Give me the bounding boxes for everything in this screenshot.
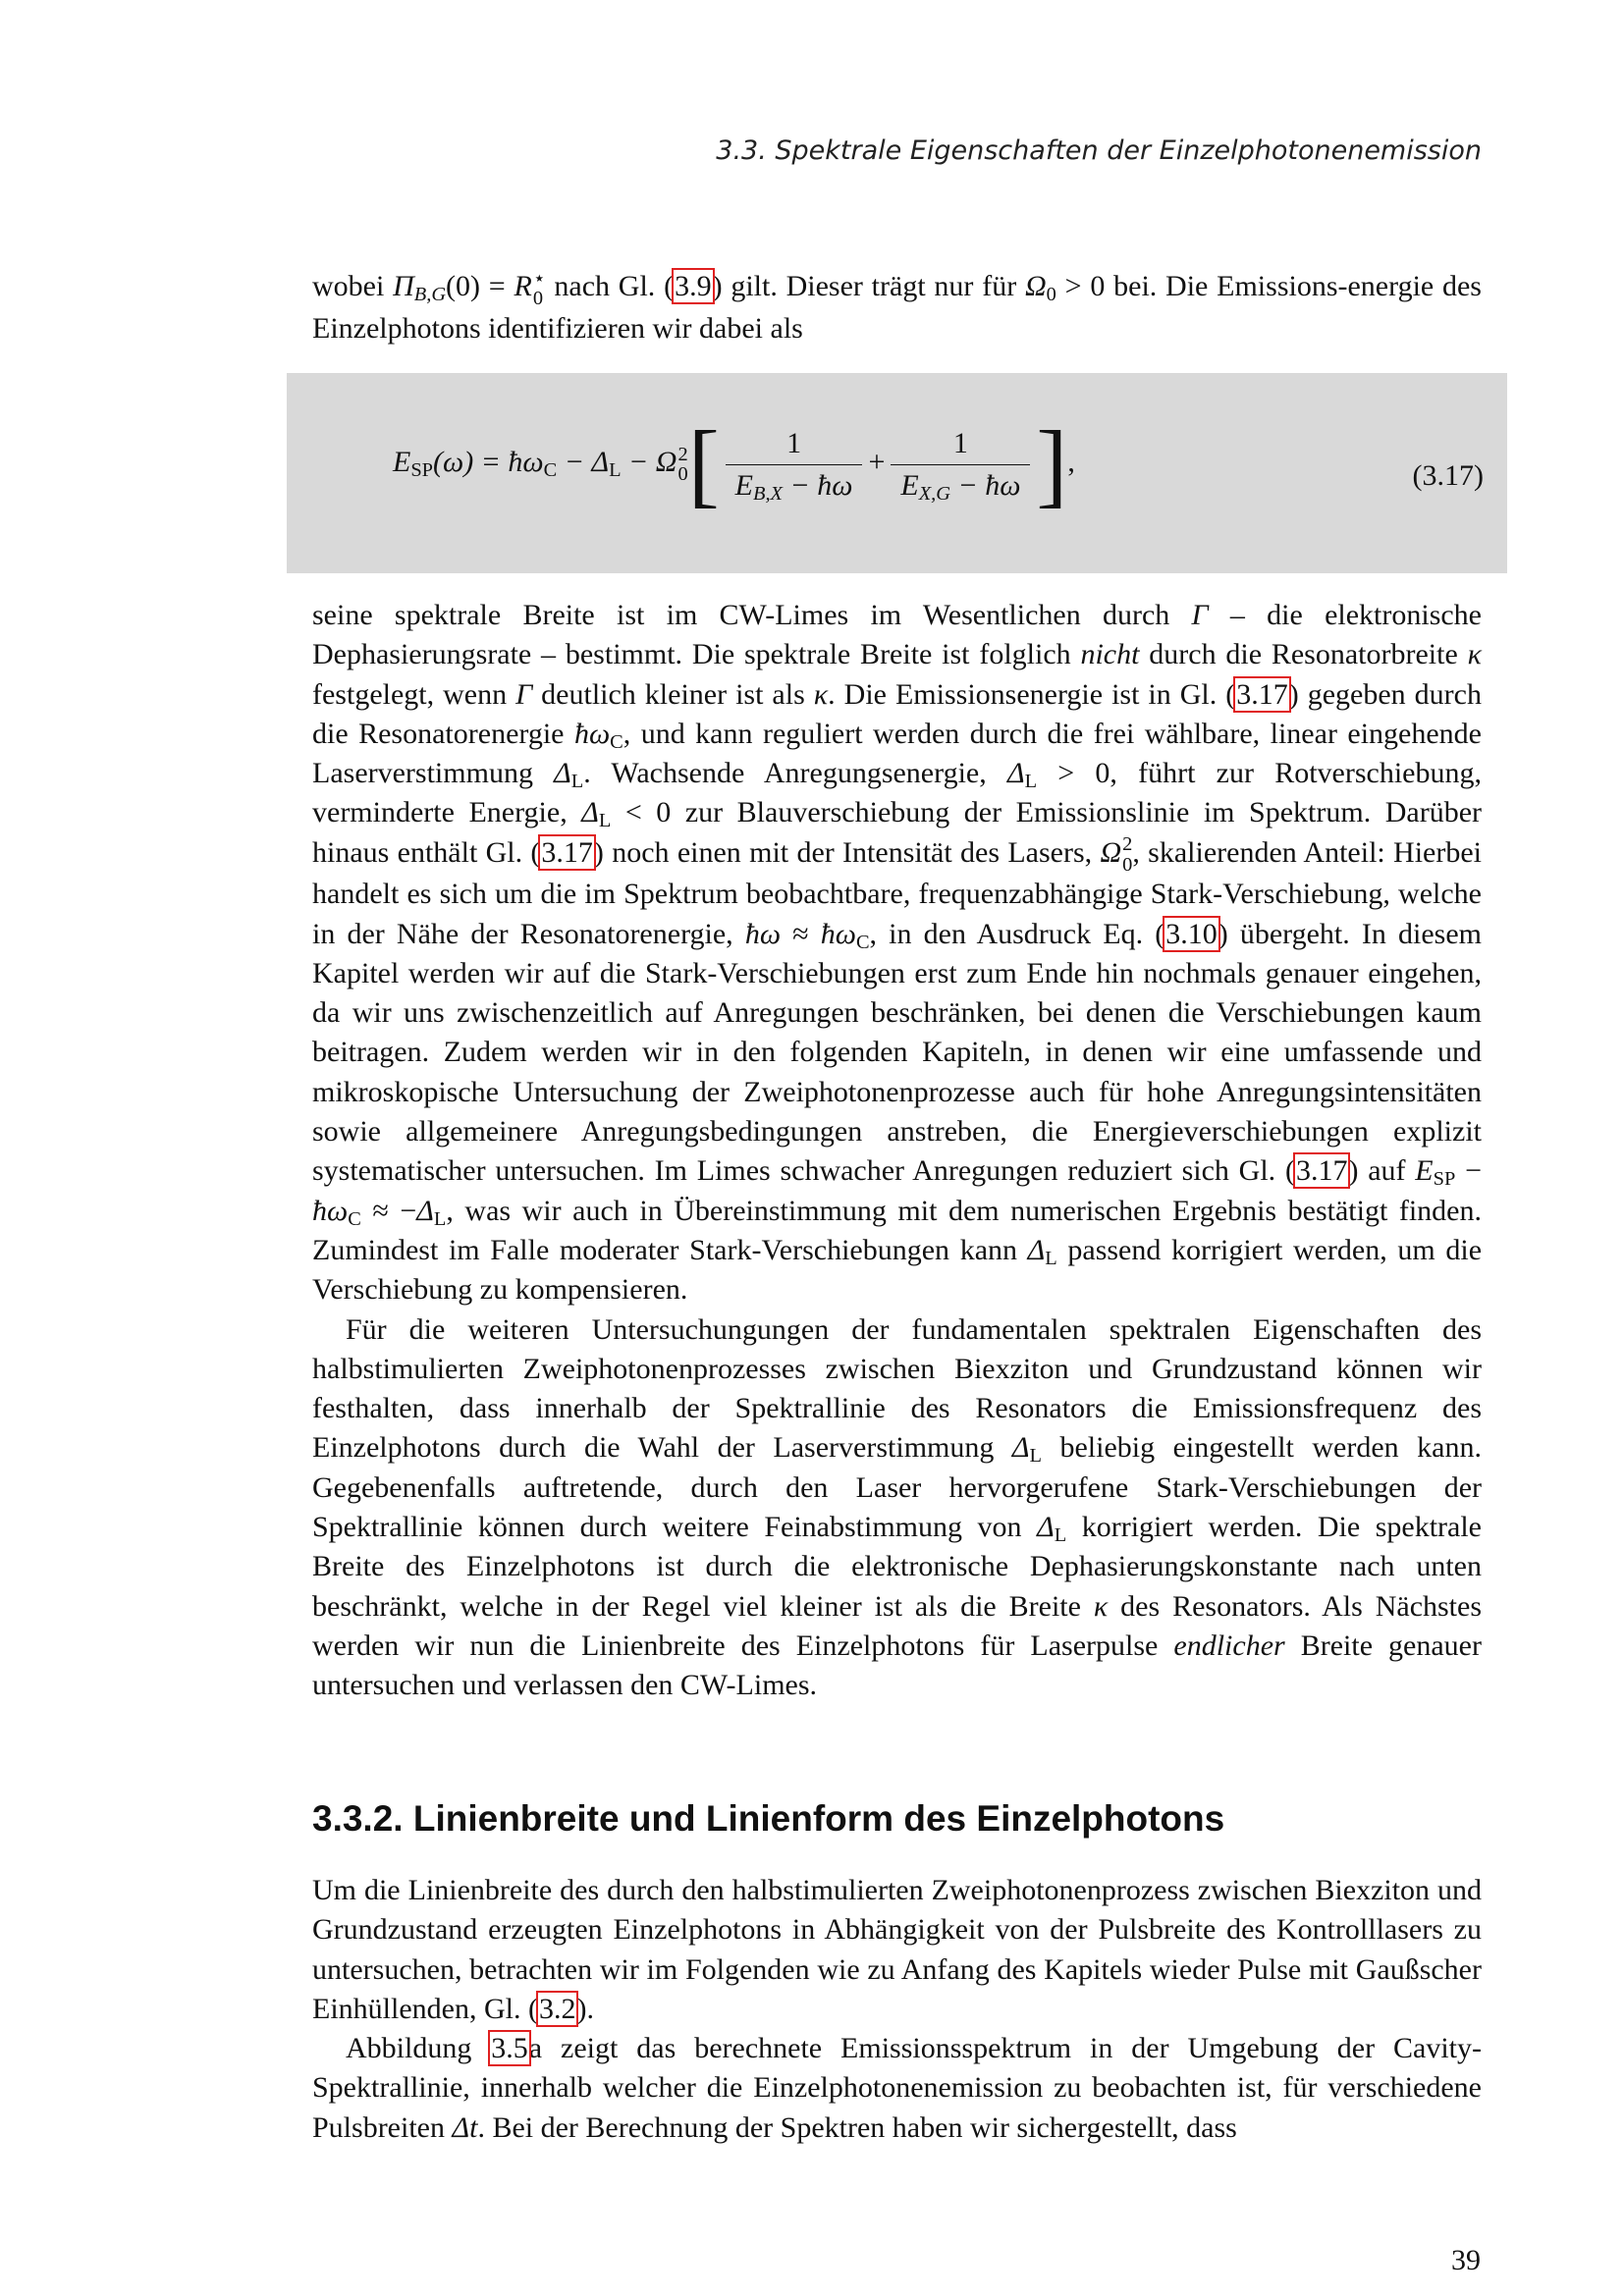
paragraph-section: Um die Linienbreite des durch den halbstimulierten Zweiphotonenprozess zwischen Biexziton und Grundzustand erzeugten Einzelphotons in Abhängigkeit von der Pulsbreite des Kontrolllasers zu untersuchen, betrachten wir im Folgenden wie zu Anfang des Kapitels wieder Pulse mit Gaußscher Einhüllenden, Gl. (3.2). Abbildung 3.5a zeigt das berechnete Emissionsspektrum in der Umgebung der Cavity-Spektrallinie, innerhalb welcher die Einzelphotonenemission zu beobachten ist, für verschiedene Pulsbreiten Δt. Bei der Berechnung der Spektren haben wir sichergestellt, dass xyxy=(312,1874,1482,2144)
equation-ref[interactable]: 3.17 xyxy=(541,835,593,869)
page-number: 39 xyxy=(1451,2244,1481,2276)
left-bracket: [ xyxy=(687,411,720,516)
equation-ref[interactable]: 3.17 xyxy=(1236,677,1288,711)
figure-ref[interactable]: 3.5 xyxy=(491,2032,528,2065)
right-bracket: ] xyxy=(1036,411,1068,516)
equation-ref[interactable]: 3.2 xyxy=(538,1992,576,2025)
running-head: 3.3. Spektrale Eigenschaften der Einzelphotonenemission xyxy=(716,135,1482,166)
equation-number: (3.17) xyxy=(1412,459,1484,492)
section-heading: 3.3.2. Linienbreite und Linienform des Einzelphotons xyxy=(312,1798,1225,1839)
equation-3-17: $E_{SP}(\omega)$ = $ħ\omega_C - \Delta_L - \Omega$ 2 0 [ $\frac{1}{E_{B,X} - ħ\omega}$ + $\frac{1}{E_{X,G} - ħ\omega}$ ], xyxy=(393,411,1075,516)
paragraph-intro: wobei $\Pi_{B,G}(0) = R$ ⋆ 0 nach Gl. (3.9) gilt. Dieser trägt nur für $\Omega_0 > 0$ bei. Die Emissions-energie des Einzelphotons identifizieren wir dabei als xyxy=(312,267,1482,345)
paragraph-body: seine spektrale Breite ist im CW-Limes im Wesentlichen durch Γ – die elektronische Dephasierungsrate – bestimmt. Die spektrale Breite ist folglich nicht durch die Resonatorbreite κ festgelegt, wenn Γ deutlich kleiner ist als κ. Die Emissionsenergie ist in Gl. (3.17) gegeben durch die Resonatorenergie $ħ\omega_C$, und kann reguliert werden durch die frei wählbare, linear eingehende Laserverstimmung $\Delta_L$. Wachsende Anregungsenergie, $\Delta_L > 0$, führt zur Rotverschiebung, verminderte Energie, $\Delta_L < 0$ zur Blauverschiebung der Emissionslinie im Spektrum. Darüber hinaus enthält Gl. (3.17) noch einen mit der Intensität des Lasers, Ω 2 0 , skalierenden Anteil: Hierbei handelt es sich um die im Spektrum beobachtbare, frequenzabhängige Stark-Verschiebung, welche in der Nähe der Resonatorenergie, ħω ≈ $ħ\omega_C$, in den Ausdruck Eq. (3.10) übergeht. In diesem Kapitel werden wir auf die Stark-Verschiebungen erst zum Ende hin nochmals genauer eingehen, da wir uns zwischenzeitlich auf Anregungen beschränken, bei denen die Verschiebungen kaum beitragen. Zudem werden wir in den folgenden Kapiteln, in denen wir eine umfassende und mikroskopische Untersuchung der Zweiphotonenprozesse auch für hohe Anregungsintensitäten sowie allgemeinere Anregungsbedingungen anstreben, die Energieverschiebungen explizit systematischer untersuchen. Im Limes schwacher Anregungen reduziert sich Gl. (3.17) auf $E_{SP}$ − $ħ\omega_C \approx -\Delta_L$, was wir auch in Übereinstimmung mit dem numerischen Ergebnis bestätigt finden. Zumindest im Falle moderater Stark-Verschiebungen kann $\Delta_L$ passend korrigiert werden, um die Verschiebung zu kompensieren. Für die weiteren Untersuchungungen der fundamentalen spektralen Eigenschaften des halbstimulierten Zweiphotonenprozesses zwischen Biexziton und Grundzustand können wir festhalten, dass innerhalb der Spektrallinie des Resonators die Emissionsfrequenz des Einzelphotons durch die Wahl der Laserverstimmung $\Delta_L$ beliebig eingestellt werden kann. Gegebenenfalls auftretende, durch den Laser hervorgerufene Stark-Verschiebungen der Spektrallinie können durch weitere Feinabstimmung von $\Delta_L$ korrigiert werden. Die spektrale Breite des Einzelphotons ist durch die elektronische Dephasierungskonstante nach unten beschränkt, welche in der Regel viel kleiner ist als die Breite κ des Resonators. Als Nächstes werden wir nun die Linienbreite des Einzelphotons für Laserpulse endlicher Breite genauer untersuchen und verlassen den CW-Limes. xyxy=(312,599,1483,1702)
equation-ref[interactable]: 3.17 xyxy=(1295,1154,1348,1188)
equation-ref[interactable]: 3.10 xyxy=(1165,917,1218,950)
fraction-2: $\frac{1}{E_{X,G} - ħ\omega}$ xyxy=(891,423,1030,507)
equation-ref[interactable]: 3.9 xyxy=(675,270,712,302)
fraction-1: $\frac{1}{E_{B,X} - ħ\omega}$ xyxy=(726,423,863,507)
